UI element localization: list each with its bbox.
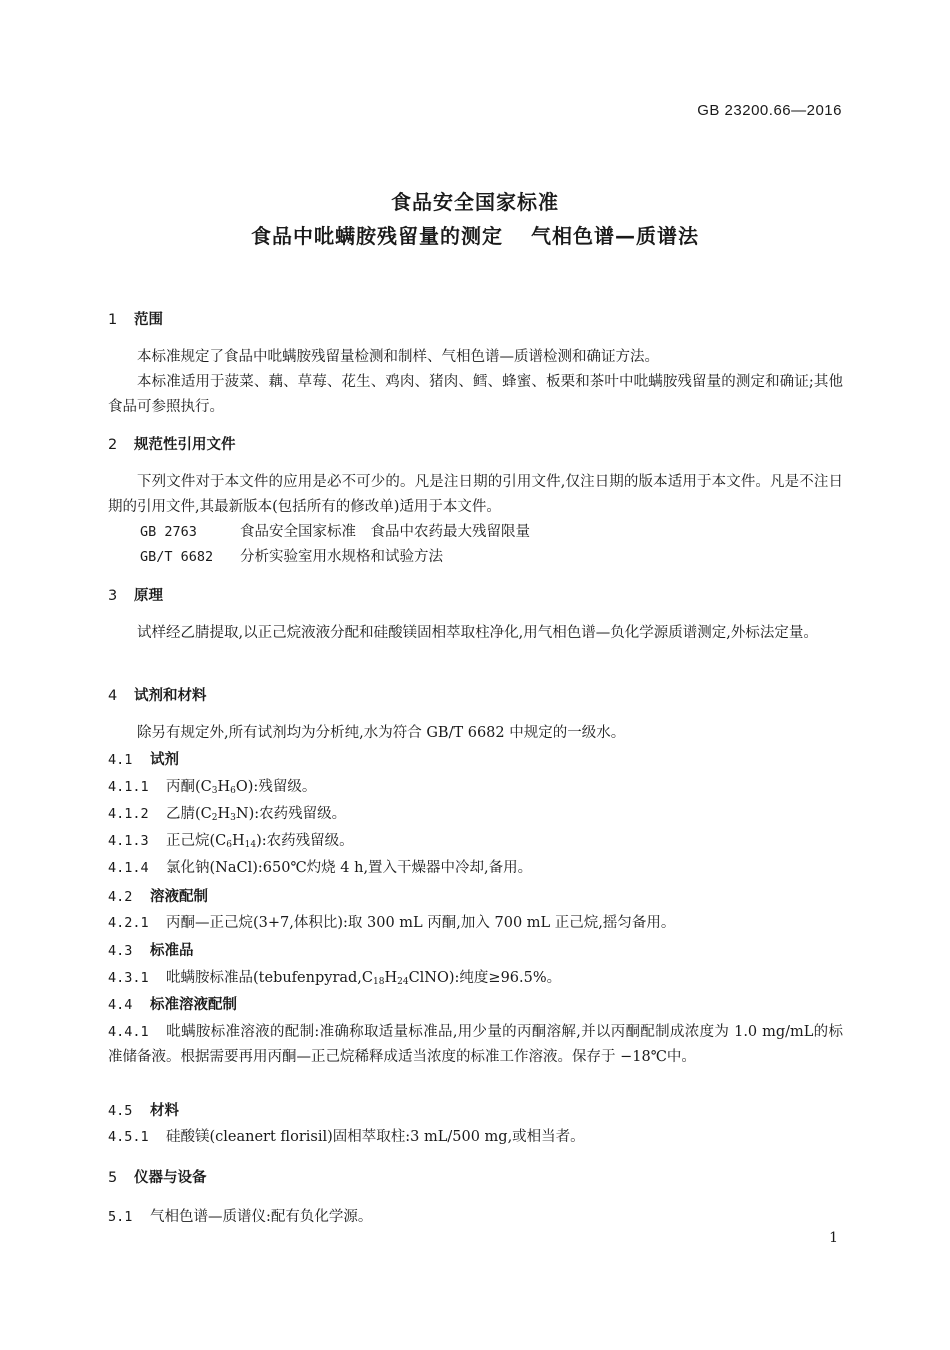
section-4-para-1: 除另有规定外,所有试剂均为分析纯,水为符合 GB/T 6682 中规定的一级水。 bbox=[137, 725, 626, 741]
page-number: 1 bbox=[829, 1230, 838, 1246]
item-4-3-1: 4.3.1 吡螨胺标准品$(tebufenpyrad,C_{18}H_{24}ClNO)$:纯度≥96.5%。 bbox=[108, 970, 562, 987]
subsection-4-4-heading: 4.4 标准溶液配制 bbox=[108, 997, 237, 1013]
item-4-1-1: 4.1.1 丙酮$(C_3H_6O)$:残留级。 bbox=[108, 779, 317, 796]
section-2-heading: 2 规范性引用文件 bbox=[108, 437, 236, 453]
item-4-1-2: 4.1.2 乙腈$(C_2H_3N)$:农药残留级。 bbox=[108, 806, 347, 823]
subsection-4-5-heading: 4.5 材料 bbox=[108, 1103, 179, 1119]
section-3-para-1: 试样经乙腈提取,以正己烷液液分配和硅酸镁固相萃取柱净化,用气相色谱—负化学源质谱测定,外标法定量。 bbox=[137, 625, 818, 641]
section-3-heading: 3 原理 bbox=[108, 588, 163, 604]
reference-2: GB/T 6682 分析实验室用水规格和试验方法 bbox=[140, 549, 443, 565]
title-line-1: 食品安全国家标准 bbox=[391, 190, 559, 214]
item-4-1-4: 4.1.4 氯化钠(NaCl):650℃灼烧 4 h,置入干燥器中冷却,备用。 bbox=[108, 860, 533, 876]
section-1-para-2: 本标准适用于菠菜、藕、草莓、花生、鸡肉、猪肉、鳕、蜂蜜、板栗和茶叶中吡螨胺残留量的测定和确证;其他食品可参照执行。 bbox=[108, 374, 843, 415]
item-4-5-1: 4.5.1 硅酸镁(cleanert florisil)固相萃取柱:3 mL/500 mg,或相当者。 bbox=[108, 1129, 585, 1145]
section-1-heading: 1 范围 bbox=[108, 312, 163, 328]
section-2-para-1: 下列文件对于本文件的应用是必不可少的。凡是注日期的引用文件,仅注日期的版本适用于本文件。凡是不注日期的引用文件,其最新版本(包括所有的修改单)适用于本文件。 bbox=[108, 474, 843, 515]
section-5-heading: 5 仪器与设备 bbox=[108, 1170, 207, 1186]
reference-1: GB 2763 食品安全国家标准 食品中农药最大残留限量 bbox=[140, 524, 530, 540]
item-5-1: 5.1 气相色谱—质谱仪:配有负化学源。 bbox=[108, 1209, 373, 1225]
subsection-4-2-heading: 4.2 溶液配制 bbox=[108, 889, 208, 905]
item-4-2-1: 4.2.1 丙酮—正己烷(3+7,体积比):取 300 mL 丙酮,加入 700 mL 正己烷,摇匀备用。 bbox=[108, 915, 676, 931]
title-line-2: 食品中吡螨胺残留量的测定 气相色谱—质谱法 bbox=[251, 224, 699, 248]
standard-code: GB 23200.66—2016 bbox=[697, 102, 842, 119]
item-4-4-1: 4.4.1 吡螨胺标准溶液的配制:准确称取适量标准品,用少量的丙酮溶解,并以丙酮配制成浓度为 1.0 mg/mL的标准储备液。根据需要再用丙酮—正己烷稀释成适当浓度的标准工作溶液。保存于 −18℃中。 bbox=[108, 1024, 843, 1065]
subsection-4-1-heading: 4.1 试剂 bbox=[108, 752, 179, 768]
subsection-4-3-heading: 4.3 标准品 bbox=[108, 943, 194, 959]
item-4-1-3: 4.1.3 正己烷$(C_6H_{14})$:农药残留级。 bbox=[108, 833, 354, 850]
section-1-para-1: 本标准规定了食品中吡螨胺残留量检测和制样、气相色谱—质谱检测和确证方法。 bbox=[137, 349, 659, 365]
section-4-heading: 4 试剂和材料 bbox=[108, 688, 207, 704]
